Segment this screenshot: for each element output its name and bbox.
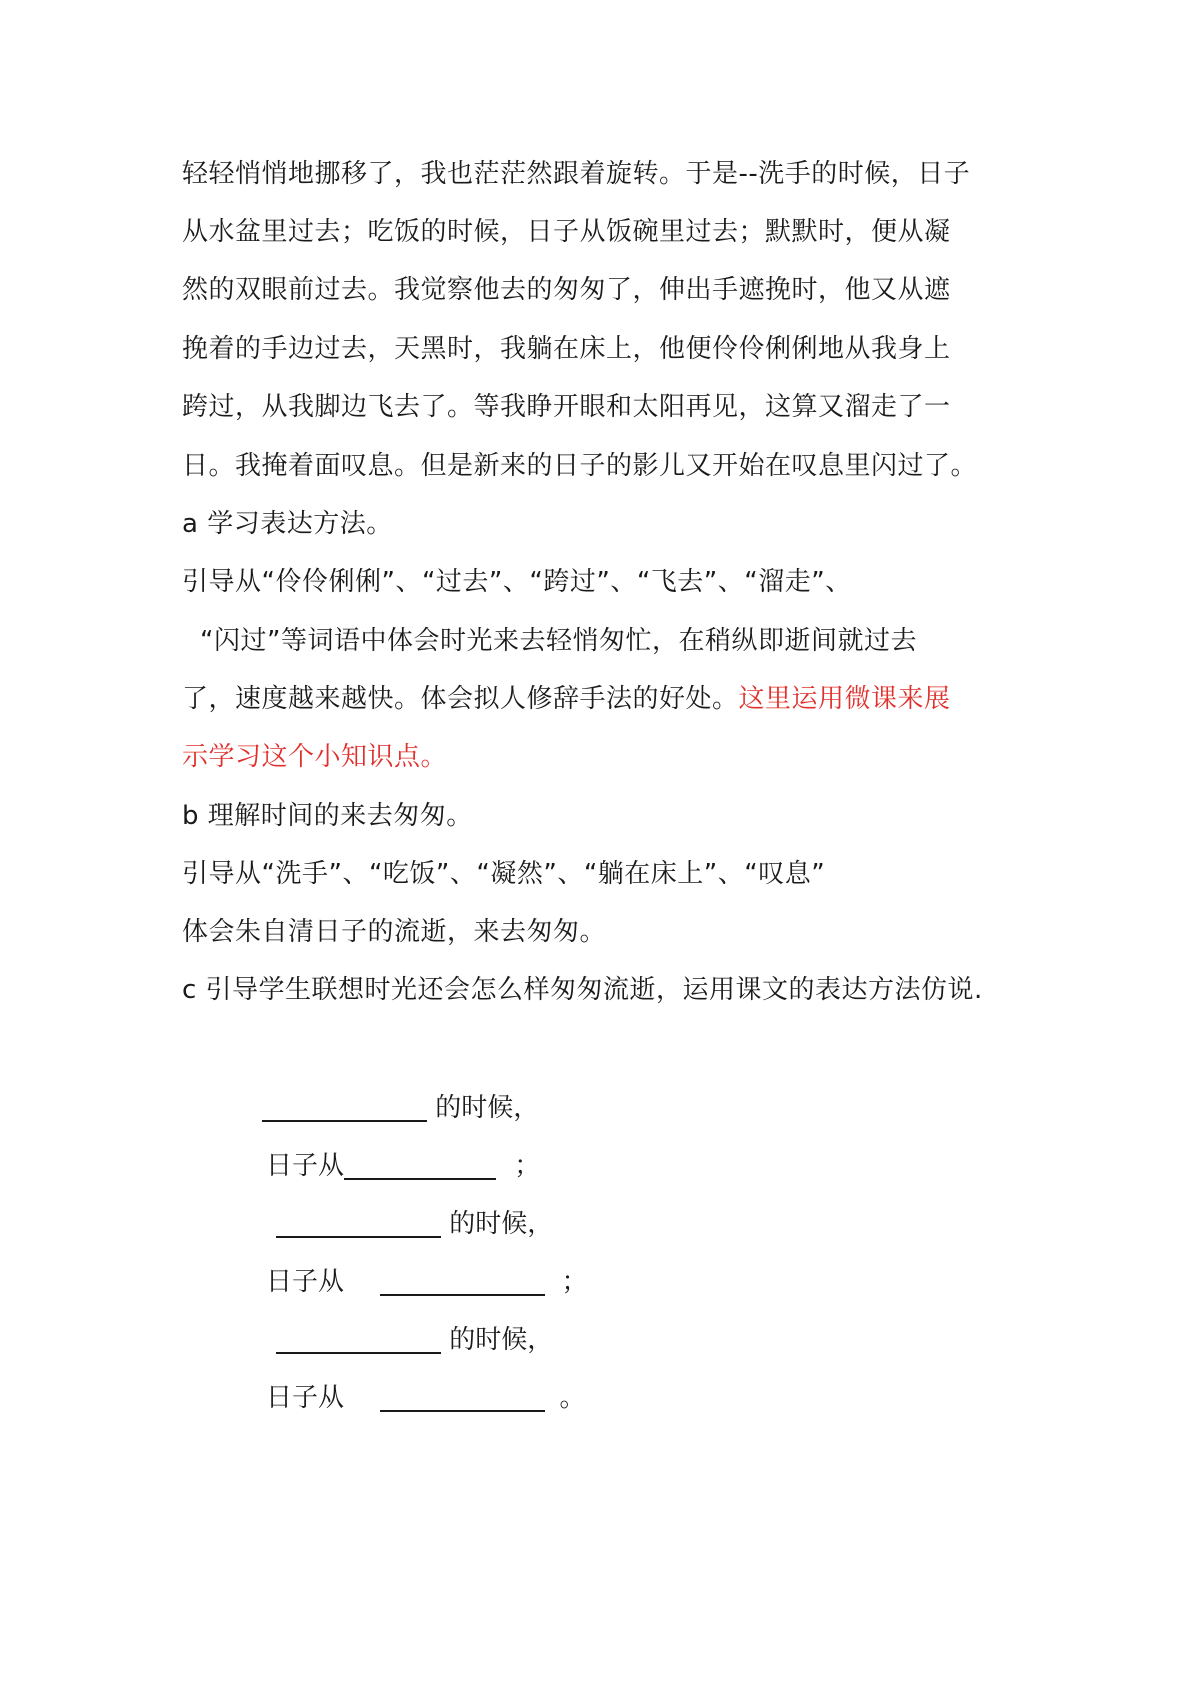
blank-5[interactable] xyxy=(276,1324,441,1354)
section-a-line-3 xyxy=(182,679,951,719)
section-a-highlight-line-2: 示学习这个小知识点。 xyxy=(182,742,448,772)
section-a-line-2: “闪过”等词语中体会时光来去轻悄匆忙，在稍纵即逝间就过去 xyxy=(200,626,917,656)
blank-2[interactable] xyxy=(344,1150,496,1180)
when-suffix-3: 的时候， xyxy=(449,1325,554,1355)
paragraph-line-2: 从水盆里过去；吃饭的时候，日子从饭碗里过去；默默时，便从凝 xyxy=(182,217,951,247)
section-a-heading: a 学习表达方法。 xyxy=(182,509,393,539)
exercise-row-4 xyxy=(266,1262,588,1302)
when-suffix-2: 的时候， xyxy=(449,1209,554,1239)
section-a-line-3-text: 了，速度越来越快。体会拟人修辞手法的好处。 xyxy=(182,684,739,714)
day-from-1: 日子从 xyxy=(266,1151,345,1181)
semicolon-1: ； xyxy=(514,1151,541,1181)
paragraph-line-5: 跨过，从我脚边飞去了。等我睁开眼和太阳再见，这算又溜走了一 xyxy=(182,392,951,422)
section-a-line-1: 引导从“伶伶俐俐”、“过去”、“跨过”、“飞去”、“溜走”、 xyxy=(182,567,852,597)
paragraph-line-6: 日。我掩着面叹息。但是新来的日子的影儿又开始在叹息里闪过了。 xyxy=(182,451,978,481)
exercise-row-1 xyxy=(262,1088,539,1128)
section-b-heading: b 理解时间的来去匆匆。 xyxy=(182,801,473,831)
period: 。 xyxy=(559,1383,586,1413)
when-suffix-1: 的时候， xyxy=(435,1093,540,1123)
exercise-row-2 xyxy=(266,1146,540,1186)
blank-4[interactable] xyxy=(380,1266,545,1296)
section-c-heading: c 引导学生联想时光还会怎么样匆匆流逝，运用课文的表达方法仿说. xyxy=(182,975,983,1005)
exercise-row-6 xyxy=(266,1378,586,1418)
paragraph-line-3: 然的双眼前过去。我觉察他去的匆匆了，伸出手遮挽时，他又从遮 xyxy=(182,275,951,305)
day-from-2: 日子从 xyxy=(266,1267,345,1297)
paragraph-line-4: 挽着的手边过去，天黑时，我躺在床上，他便伶伶俐俐地从我身上 xyxy=(182,334,951,364)
section-b-line-1: 引导从“洗手”、“吃饭”、“凝然”、“躺在床上”、“叹息” xyxy=(182,859,826,889)
section-b-line-2: 体会朱自清日子的流逝，来去匆匆。 xyxy=(182,917,607,947)
day-from-3: 日子从 xyxy=(266,1383,345,1413)
blank-3[interactable] xyxy=(276,1208,441,1238)
semicolon-2: ； xyxy=(561,1267,588,1297)
blank-1[interactable] xyxy=(262,1092,427,1122)
exercise-row-3 xyxy=(276,1204,553,1244)
section-a-highlight: 这里运用微课来展 xyxy=(738,684,951,714)
paragraph-line-1: 轻轻悄悄地挪移了，我也茫茫然跟着旋转。于是--洗手的时候，日子 xyxy=(182,159,971,189)
exercise-row-5 xyxy=(276,1320,553,1360)
blank-6[interactable] xyxy=(380,1382,545,1412)
